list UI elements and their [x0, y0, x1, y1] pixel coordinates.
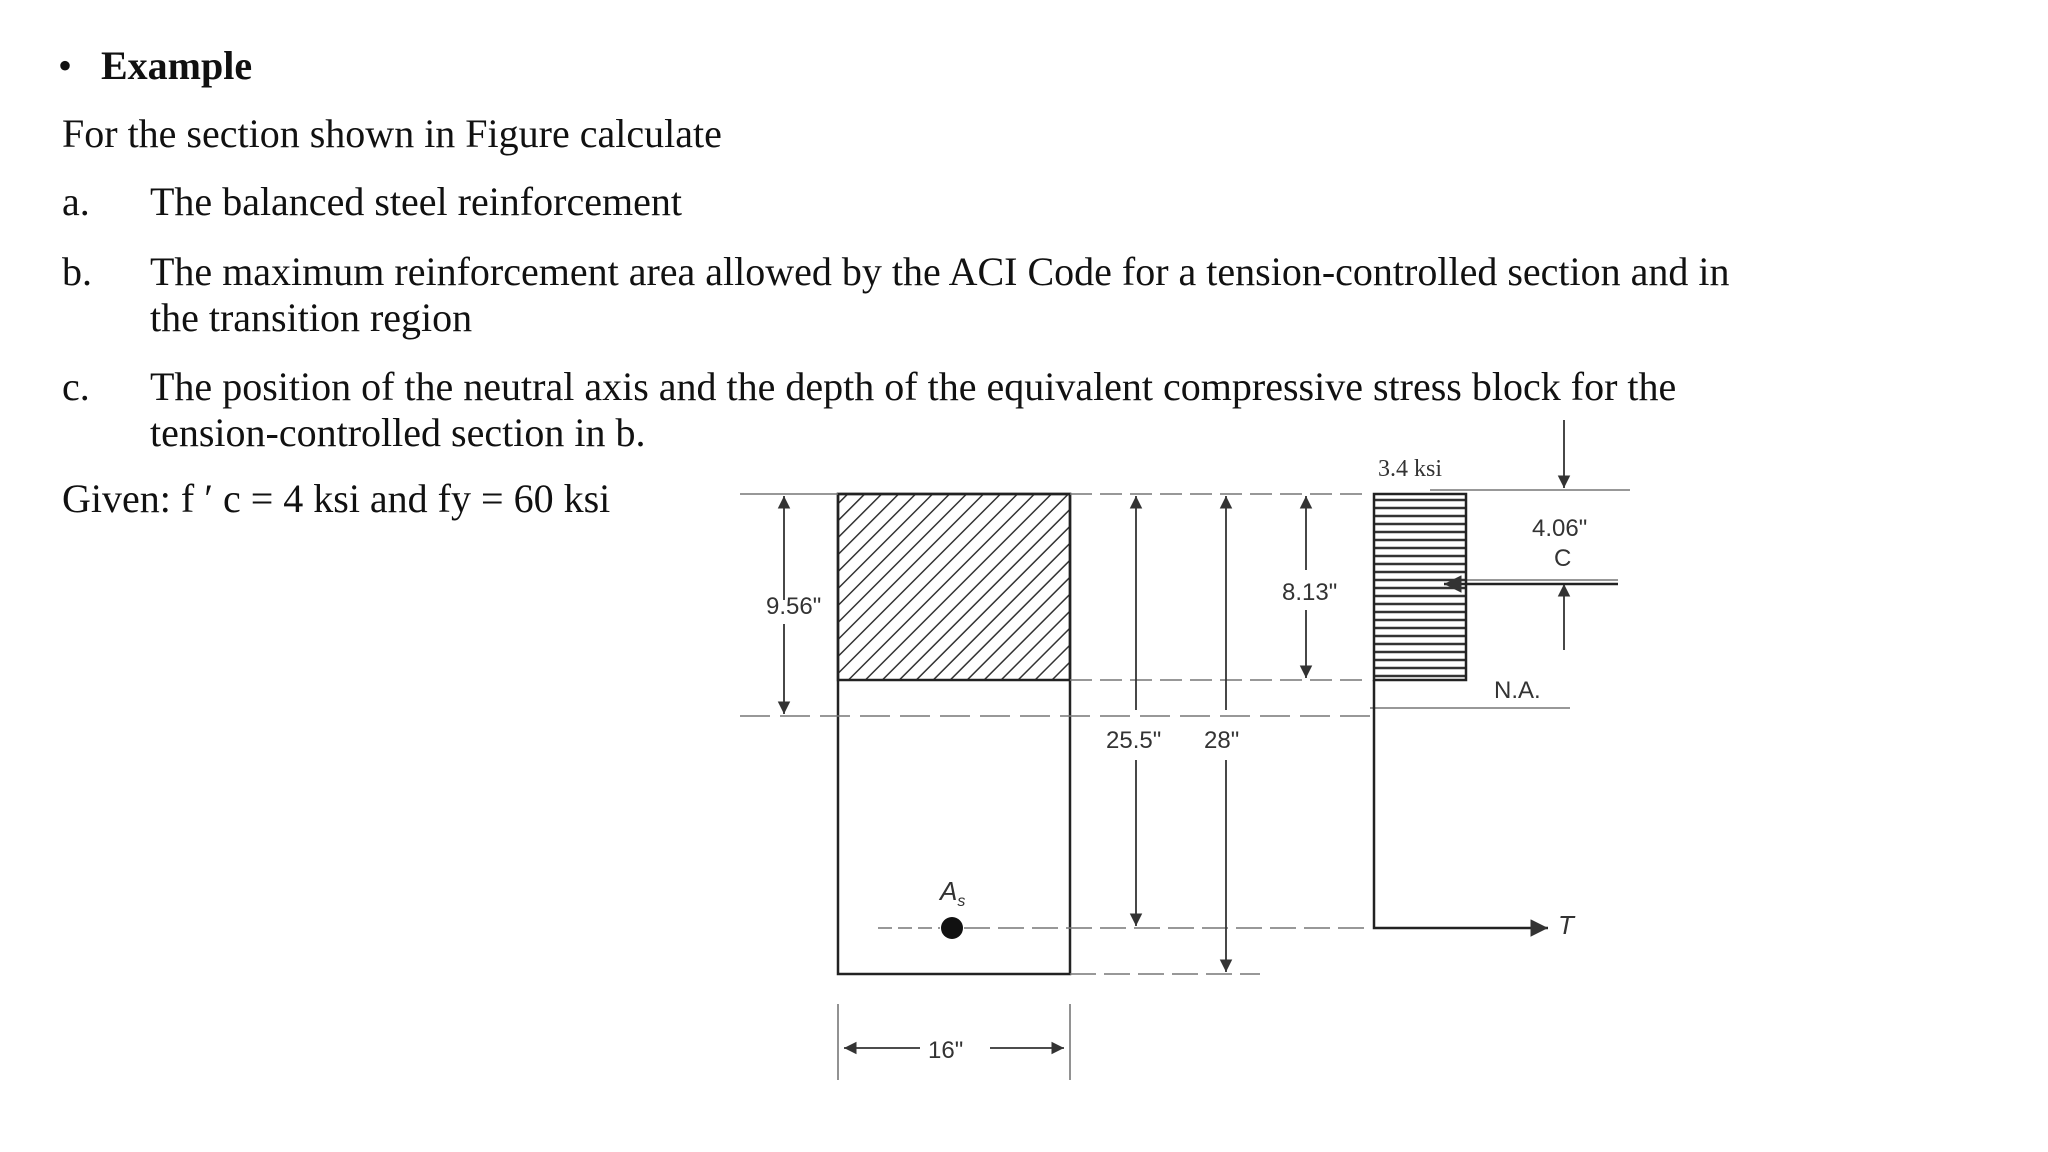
label-compression-force: C [1554, 545, 1572, 572]
item-b-line-2: the transition region [150, 295, 473, 340]
label-steel-area [938, 876, 965, 910]
item-c-line-1: The position of the neutral axis and the depth of the equivalent compressive stress block for the [150, 364, 1677, 409]
label-total-depth: 28" [1204, 727, 1240, 754]
example-heading: Example [101, 43, 253, 88]
stress-diagram-outline [1374, 680, 1530, 928]
label-stress-value: 3.4 ksi [1378, 456, 1443, 482]
compression-zone-hatch [838, 494, 1070, 680]
label-effective-depth: 25.5" [1106, 727, 1162, 754]
label-compression-arm: 4.06" [1532, 515, 1588, 542]
item-a-line-1: The balanced steel reinforcement [150, 179, 682, 224]
given-values: Given: f ′ c = 4 ksi and fy = 60 ksi [62, 476, 611, 521]
item-b-marker: b. [62, 249, 92, 294]
stress-block [1374, 494, 1466, 680]
label-steel-area-letter: A [940, 876, 958, 906]
stress-diagram [1374, 494, 1618, 928]
intro-text: For the section shown in Figure calculate [62, 111, 722, 156]
label-width: 16" [928, 1037, 964, 1064]
bullet-marker: • [58, 43, 73, 88]
label-stress-block-depth: 8.13" [1282, 579, 1338, 606]
item-b-line-1: The maximum reinforcement area allowed by the ACI Code for a tension-controlled section and in [150, 249, 1730, 294]
label-neutral-axis: N.A. [1494, 677, 1541, 704]
label-tension-force: T [1558, 910, 1574, 940]
label-neutral-axis-depth: 9.56" [766, 593, 822, 620]
item-a-marker: a. [62, 179, 90, 224]
item-c-marker: c. [62, 364, 90, 409]
label-steel-area-sub: s [957, 893, 966, 910]
steel-reinforcement-dot [941, 917, 963, 939]
item-c-line-2: tension-controlled section in b. [150, 410, 646, 455]
